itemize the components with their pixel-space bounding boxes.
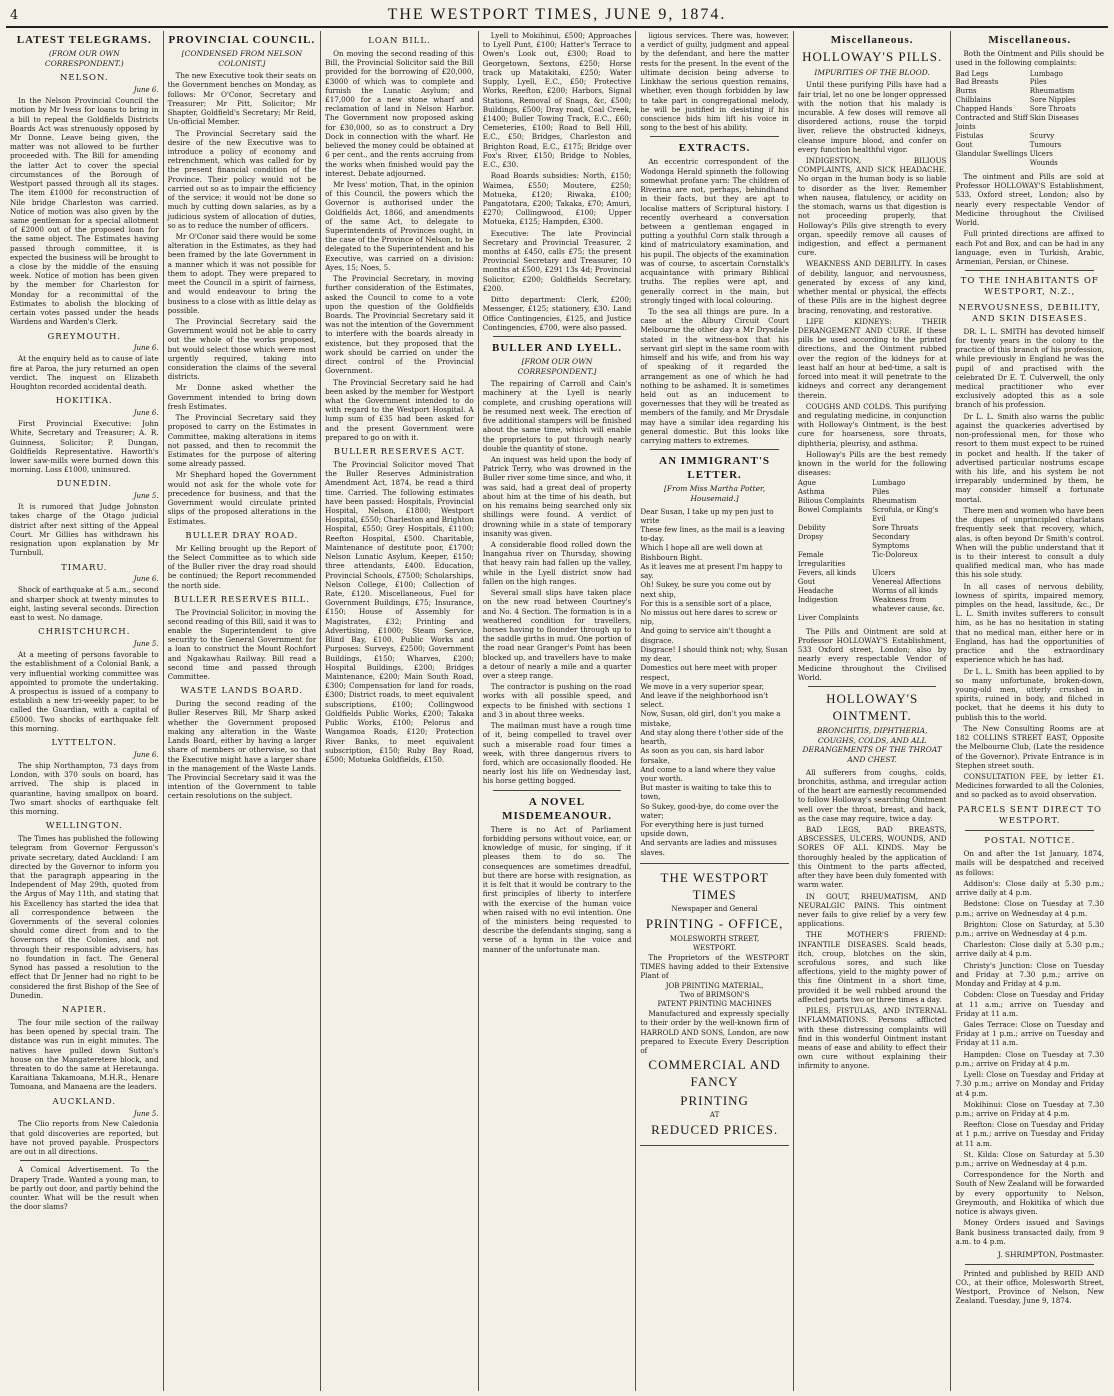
- paragraph: WEAKNESS AND DEBILITY. In cases of debility, languor, and nervousness, generated by excess of any kind, whether mental or physical, the effects of these Pills are in the highest degree bracing, renovating, and restorative.: [797, 259, 947, 315]
- paragraph: In the Nelson Provincial Council the motion by Mr Ivess for loans to bring in a bill to repeal the Goldfields Districts Boards Act was strenuously opposed by Mr Donne. Leave being given, the matter was not allowed to be further proceeded with. The Bill for amending the latter Act to cover the special circumstances of the Borough of Westport passed through all its stages. The item £1000 for reconstruction of Nile bridge Charleston was carried. Notice of motion was also given by the same gentleman for a special allotment of £2000 out of the proposed loan for the same object. The Estimates having passed through committee, it is expected the business will be brought to a close by the middle of the ensuing week. Notice of motion has been given by the member for Charleston for Monday for a recommittal of the Estimates to abolish the blocking of certain votes passed under the heads Wardens and Warden's Clerk.: [10, 96, 159, 327]
- postal-body: [955, 849, 1104, 1246]
- list-item: Tumours: [1029, 141, 1062, 150]
- article-body: [483, 825, 632, 954]
- article-body: [325, 49, 474, 442]
- list-item: Rheumatism: [872, 497, 917, 506]
- column-4: [479, 31, 637, 1391]
- list-item: Female Irregularities: [797, 551, 846, 569]
- poem-lines: [640, 507, 789, 857]
- paragraph: An eccentric correspondent of the Wodonga Herald spinneth the following somewhat profane yarn: The children of Riverina are not, perhaps, behindhand in their facts, but they are apt to localise matters of Scriptural history. I recently overheard a conversation between a gentleman engaged in putting a youthful Corn stalk through a kind of matriculatory examination, and his pupil. The objects of the examination was of course, to ascertain Cornstalk's acquaintance with primary Biblical truths. The replies were apt, and generally correct in the main, but strongly tinged with local colouring.: [640, 157, 789, 305]
- list-item: Chapped Hands: [955, 105, 1013, 114]
- column-1: [6, 31, 164, 1391]
- column-heading: Miscellaneous.: [830, 34, 914, 46]
- poem-line: As it leaves me at present I'm happy to say.: [640, 561, 783, 581]
- complaint-list: [955, 70, 1104, 168]
- disease-list: [798, 479, 947, 622]
- list-item: Sore Throats: [1029, 105, 1076, 114]
- paragraph: Mokihinui: Close on Tuesday at 7.30 p.m.; arrive on Friday at 4 p.m.: [955, 1099, 1105, 1118]
- list-item: Worms of all kinds: [872, 586, 938, 595]
- paragraph: Lyell to Mokihinui, £500; Approaches to Lyell Punt, £100; Hatter's Terrace to Owen's Look out, £300; Road to Georgetown, Sextons, £250; Horse track up Matakitaki, £250; Water Supply, Lyell, E.C., £50; Protective Works, Reefton, £200; Harbors, Signal Stations, Removal of Snags, &c, £500; Buildings, £500; Dray road, Coal Creek, £1400; Buller Towing Track, E.C., £60; Cemeteries, £100; Road to Bell Hill, E.C., £50; Bridges, Charleston and Brighton Road, E.C., £175; Bridge over Fox's River, £150; Bridge to Nobles, E.C., £30.: [482, 31, 632, 170]
- paragraph: Mr Kelling brought up the Report of the Select Committee as to which side of the Buller river the dray road should be continued; the Report recommended the north side.: [167, 543, 317, 590]
- ad-text: The Proprietors of the WESTPORT TIMES having added to their Extensive Plant of: [640, 952, 789, 981]
- paragraph: The Provincial Secretary said he had been asked by the member for Westport what the Government intended to do with regard to the Westport Hospital. A lump sum of £35 had been asked for and the present Government were prepared to go on with it.: [325, 377, 474, 442]
- sold-notice: The ointment and Pills are sold at Professor HOLLOWAY'S Establishment, 533, Oxford street, London; also by nearly every respectable Vendor of Medicine throughout the Civilised World.: [955, 172, 1105, 228]
- list-item: Piles: [1029, 78, 1047, 87]
- paragraph: There men and women who have been the dupes of unprincipled charlatans frequently seek that recovery, which, alas, is often beyond Dr Smith's control. When will the public understand that it is to their interest to consult a duly qualified medical man, who has made this his sole study.: [955, 505, 1105, 580]
- paragraph: At a meeting of persons favorable to the establishment of a Colonial Bank, a very influential working committee was appointed to promote the undertaking. A prospectus is issued of a company to establish a new tri-weekly paper, to be called the Guardian, with a capital of £5000. Two shocks of earthquake felt this morning.: [10, 650, 159, 733]
- ad-line: MOLESWORTH STREET,: [669, 934, 760, 943]
- section-heading: NELSON.: [59, 73, 109, 84]
- paragraph: During the second reading of the Buller Reserves Bill, Mr Sharp asked whether the Government proposed making any alteration in the Waste Lands Board, either by having a larger share of members or otherwise, so that the Executive might have a larger share in the management of the Waste Lands. The Provincial Secretary said it was the intention of the Government to table certain resolutions on the subject.: [167, 699, 317, 801]
- ad-line: AT: [709, 1111, 720, 1120]
- section-heading: EXTRACTS.: [678, 142, 751, 155]
- column-heading: LATEST TELEGRAMS.: [16, 34, 152, 46]
- paragraph: The mailman must have a rough time of it, being compelled to travel over such a miserable road four times a week, with three dangerous rivers to ford, which are occasionally flooded. He nearly lost his life on Wednesday last, his horse getting bogged.: [482, 721, 632, 786]
- list-item: Burns: [955, 87, 977, 96]
- poem-line: And stay along there t'other side of the hearth,: [640, 727, 784, 747]
- poem-line: These few lines, as the mail is a leaving to-day.: [640, 525, 785, 544]
- divider: [650, 136, 779, 137]
- column-7: [951, 31, 1108, 1391]
- dateline: June 6.: [133, 86, 159, 95]
- list-item: Secondary Symptoms: [872, 533, 910, 551]
- poem-line: For this is a sensible sort of a place,: [640, 598, 772, 608]
- poem-line: And going to service ain't thought a disgrace.: [640, 626, 772, 645]
- list-item: Asthma: [797, 488, 825, 497]
- section-heading: TIMARU.: [61, 562, 108, 573]
- poem-line: Which I hope all are well down at Bishbourn Bight.: [640, 543, 763, 562]
- paragraph: The ship Northampton, 73 days from London, with 370 souls on board, has arrived. The ship is placed in quarantine, having smallpox on board. Two smart shocks of earthquake felt this morning.: [10, 760, 159, 816]
- list-item: Contracted and Stiff Joints: [955, 114, 1028, 132]
- paragraph: The Provincial Secretary, in moving further consideration of the Estimates, asked the Council to come to a vote upon the question of the Goldfields Boards. The Provincial Secretary said it was not the intention of the Government to interfere with the boards already in existence, but they proposed that the work should be carried on under the direct control of the Provincial Government.: [325, 274, 474, 376]
- paragraph: To the sea all things are pure. In a case at the Albury Circuit Court Melbourne the other day a Mr Drysdale stated in the witness-box that his servant girl slept in the same room with himself and his wife, and from his way of speaking of it regarded the arrangement as one of which he had nothing to be ashamed. It is sometimes held out as an inducement to governesses that they will be treated as members of the family, and Mr Drysdale may have a similar idea regarding his general domestic. But this looks like carrying matters to extremes.: [640, 306, 789, 446]
- column-2: [164, 31, 322, 1391]
- ad-title: THE WESTPORT TIMES: [660, 869, 769, 902]
- paragraph: The Provincial Secretary said the desire of the new Executive was to introduce a policy of economy and retrenchment, which was called for by the present financial condition of the Province. Their policy would not be carried out so as to impair the efficiency of the service; it would not be done so much by cutting down salaries, as by a judicious system of allocation of duties, so as to reduce the number of officers.: [167, 128, 317, 230]
- paragraph: Road Boards subsidies: North, £150; Waimea, £550; Moutere, £250; Motueka, £120; Riwaka, £100; Pangatotara, £200; Takaka, £70; Amuri, £270; Collingwood, £100; Upper Motueka, £125; Hampden, £300.: [482, 171, 632, 227]
- poem-line: For everything here is just turned upside down,: [640, 820, 764, 839]
- list-item: Bowel Complaints: [797, 506, 863, 515]
- list-item: Glandular Swellings: [955, 150, 1028, 159]
- section-heading: WASTE LANDS BOARD.: [180, 686, 304, 697]
- ad-line: PATENT PRINTING MACHINES: [657, 1000, 772, 1009]
- poem-line: Oh! Sukey, be sure you come out by next ship,: [640, 580, 772, 599]
- paragraph: Mr Donne asked whether the Government intended to bring down fresh Estimates.: [167, 383, 317, 411]
- list-item: Bad Breasts: [955, 78, 999, 87]
- paragraph: The Provincial Secretary said the Government would not be able to carry out the whole of the works proposed, but would select those which were most urgently required, taking into consideration the claims of the several districts.: [167, 316, 317, 382]
- fee-notice: CONSULTATION FEE, by letter £1. Medicines forwarded to all the Colonies, and so packed as to avoid observation.: [955, 771, 1105, 800]
- paragraph: LIFE KIDNEYS: THEIR DERANGEMENT AND CURE. If these pills be used according to the printed directions, and the Ointment rubbed over the region of the kidneys for at least half an hour at bed-time, a salt is forced into meat it will penetrate to the kidneys and correct any derangement therein.: [797, 316, 947, 400]
- list-item: [955, 159, 1029, 168]
- columns: [6, 31, 1108, 1391]
- section-heading: HOKITIKA.: [55, 396, 113, 407]
- postal-title: POSTAL NOTICE.: [984, 836, 1076, 847]
- list-item: Bilious Complaints: [797, 497, 865, 506]
- paragraph: Mr O'Conor said there would be some alteration in the Estimates, as they had been framed by the late Government in a manner which it was not possible for them to adopt. They were prepared to meet the Council in a spirit of fairness, and would endeavour to bring the business to a close with as little delay as possible.: [167, 231, 317, 315]
- dateline: June 6.: [133, 344, 159, 353]
- section-heading: GREYMOUTH.: [47, 331, 122, 342]
- poem-line: Dear Susan, I take up my pen just to write: [640, 506, 774, 525]
- article-body: [483, 31, 632, 332]
- notice-subtitle: NERVOUSNESS, DEBILITY, AND SKIN DISEASES.: [958, 302, 1101, 324]
- directions-notice: Full printed directions are affixed to each Pot and Box, and can be had in any language, even in Turkish, Arabic, Armenian, Persian, or Chinese.: [955, 229, 1105, 266]
- paragraph: The contractor is pushing on the road works with all possible speed, and expects to be finished with sections 1 and 3 in about three weeks.: [482, 682, 632, 719]
- list-item: Scurvy: [1029, 132, 1055, 141]
- column-3: [321, 31, 479, 1391]
- paragraph: Charleston: Close daily at 5.30 p.m.; arrive daily at 4 p.m.: [955, 940, 1105, 959]
- list-item: Skin Diseases: [1029, 114, 1079, 123]
- poem-line: Now, Susan, old girl, don't you make a mistake,: [640, 709, 781, 728]
- printing-office-advertisement: [640, 863, 789, 1146]
- paragraph: Christy's Junction: Close on Tuesday and Friday at 7.30 p.m.; arrive on Monday and Friday at 4 p.m.: [955, 960, 1105, 989]
- poem-line: We move in a very superior spear,: [640, 681, 764, 691]
- paragraph: Hampden: Close on Tuesday at 7.30 p.m.; arrive on Friday at 4 p.m.: [955, 1049, 1105, 1068]
- paragraph: Ditto department: Clerk, £200; Messenger, £125; stationery, £30. Land Office Contingencies, £125, and Justice Contingencies, £700, were also passed.: [482, 295, 632, 332]
- column-heading: Miscellaneous.: [988, 34, 1072, 46]
- ad-text: Manufactured and expressly specially to their order by the well-known firm of HARROLD AND SONS, London, are now prepared to Execute Every Description of: [640, 1009, 789, 1056]
- poem-line: So Sukey, good-bye, do come over the water;: [640, 801, 779, 820]
- divider: [493, 790, 622, 791]
- ad-subtitle: BRONCHITIS, DIPHTHERIA, COUGHS, COLDS, AND ALL DERANGEMENTS OF THE THROAT AND CHEST.: [802, 726, 942, 765]
- paragraph: INDIGESTION, BILIOUS COMPLAINTS, AND SICK HEADACHE. No organ in the human body is so liable to disorder as the liver. Remember when nausea, flatulency, or acidity on the stomach, warns us that digestion is not proceeding properly, that Holloway's Pills give strength to every organ, speedily remove all causes of indigestion, and effect a permanent cure.: [797, 156, 947, 258]
- notice-title: TO THE INHABITANTS OF WESTPORT, N.Z.,: [960, 276, 1099, 298]
- paragraph: On moving the second reading of this Bill, the Provincial Solicitor said the Bill provided for the borrowing of £20,000, £3000 of which was to complete and furnish the Lunatic Asylum; and £17,000 for a new stone wharf and reclamation of land in Nelson Harbor. The Government now proposed asking for £30,000, so as to construct a Dry Dock in connection with the wharf. He believed the money could be obtained at 6 per cent., and the rents accruing from the works when finished would pay the interest. Debate adjourned.: [325, 48, 474, 178]
- paragraph: Cobden: Close on Tuesday and Friday at 11 a.m.; arrive on Tuesday and Friday at 11 a.m.: [955, 990, 1105, 1018]
- paragraph: In all cases of nervous debility, lowness of spirits, impaired memory, pimples on the head, lassitude, &c., Dr L. L. Smith invites sufferers to consult him, as he has no hesitation in stating that no medical man, either here or in England, has had the opportunities of practice and the extraordinary experience which he has had.: [955, 581, 1105, 665]
- list-item: Indigestion: [797, 595, 838, 604]
- paragraph: First Provincial Executive: John White, Secretary and Treasurer; A. R. Guinness, Solicitor; P. Dungan, Goldfields Representative. Haworth's lower saw-mills were burned down this morning. Loss £1000, uninsured.: [10, 419, 159, 475]
- list-item: Ulcers: [872, 569, 896, 578]
- paragraph: Shock of earthquake at 5 a.m., second and sharper shock at twenty minutes to eight, lasting several seconds. Direction east to west. No damage.: [10, 585, 159, 623]
- paragraph: Brighton: Close on Saturday, at 5.30 p.m.; arrive on Wednesday at 4 p.m.: [955, 919, 1105, 938]
- list-item: Dropsy: [797, 533, 824, 542]
- paragraph: An inquest was held upon the body of Patrick Terry, who was drowned in the Buller river some time since, and who, it was said, had a great deal of property about him at the time of his death, but on his remains being searched only six shillings were found. A verdict of drowning while in a state of temporary insanity was given.: [482, 455, 632, 538]
- article-body: [640, 31, 789, 132]
- paragraph: ligious services. There was, however, a verdict of guilty, judgment and appeal by the defendant, and here the matter rests for the present. In the event of the ultimate decision being adverse to Linkhaw the serious question remains, whether, even though forbidden by law to take part in congregational melody, he will be justified in desisting if his conscience bids him lift his voice in song to the best of his ability.: [640, 31, 789, 133]
- paragraph: Mr Ivess' motion, That, in the opinion of this Council, the powers which the Governor is authorised under the Goldfields Act, 1866, and amendments of the same Act, to delegate to Superintendents of Provinces ought, in the case of the Province of Nelson, to be delegated to the Superintendent and his Executive, was carried on a division: Ayes, 15; Noes, 5.: [325, 179, 474, 272]
- parcels-notice: PARCELS SENT DIRECT TO WESTPORT.: [957, 804, 1102, 826]
- article-body: [483, 379, 632, 785]
- paragraph: Mr Shephard hoped the Government would not ask for the whole vote for precedence for business, and that the Government would circulate printed slips of the proposed alterations in the Estimates.: [167, 470, 317, 526]
- list-item: Bad Legs: [955, 69, 989, 78]
- paragraph: At the enquiry held as to cause of late fire at Paroa, the jury returned an open verdict. The inquest on Elizabeth Houghton recorded accidental death.: [10, 354, 159, 392]
- dateline: June 5.: [133, 640, 159, 649]
- paragraph: BAD LEGS, BAD BREASTS, ABSCESSES, ULCERS, WOUNDS, AND SORES OF ALL KINDS. May be thoroughly healed by the application of this Ointment to the parts affected, after they have been duly fomented with warm water.: [797, 824, 947, 890]
- list-item: Venereal Affections: [872, 577, 941, 586]
- section-heading: DUNEDIN.: [56, 479, 112, 490]
- article-body: [798, 80, 947, 448]
- paragraph: All sufferers from coughs, colds, bronchitis, asthma, and irregular action of the heart are earnestly recommended to follow Holloway's searching Ointment well over the throat, breast, and back, as the case may require, twice a day.: [797, 767, 947, 823]
- masthead: [6, 4, 1108, 28]
- divider: [965, 270, 1094, 271]
- paragraph: Gales Terrace: Close on Tuesday and Friday at 1 p.m.; arrive on Tuesday and Friday at 11 a.m.: [955, 1019, 1105, 1048]
- sold-notice: The Pills and Ointment are sold at Professor HOLLOWAY'S Establishment, 533 Oxford street, London; also by nearly every respectable Vendor of Medicine throughout the Civilised World.: [797, 626, 947, 682]
- paragraph: The four mile section of the railway has been opened by special train. The distance was run in eight minutes. The natives have pulled down Sutton's house on the Mangateretere block, and threaten to do the same at Heretaunga. Karaitiana Takamoana, M.H.R., Henare Tomoana, and Manaena are the leaders.: [10, 1017, 159, 1092]
- paragraph: On and after the 1st January, 1874, mails will be despatched and received as follows:: [955, 849, 1105, 877]
- telegram-sections: [10, 73, 159, 1156]
- column-5: [636, 31, 794, 1391]
- poem-line: Disgrace! I should think not; why, Susan my dear,: [640, 644, 788, 664]
- imprint: Printed and published by REID AND CO., at their office, Molesworth Street, Westport, Province of Nelson, New Zealand. Tuesday, June 9, 1874.: [955, 1268, 1105, 1306]
- poem-line: And servants are ladies and missuses slaves.: [640, 838, 777, 857]
- paragraph: COUGHS AND COLDS. This purifying and regulating medicine, in conjunction with Holloway's Ointment, is the best cure for hoarseness, sore throats, diphtheria, pleurisy, and asthma.: [797, 401, 947, 448]
- dateline: June 6.: [133, 750, 159, 759]
- ad-title: HOLLOWAY'S OINTMENT.: [826, 691, 919, 723]
- section-heading: A NOVEL MISDEMEANOUR.: [502, 795, 612, 822]
- paragraph: A considerable flood rolled down the Inangahua river on Thursday, showing that heavy rain had fallen up the valley, while in the Lyell district snow had fallen on the high ranges.: [482, 539, 632, 586]
- article-body: [640, 157, 789, 445]
- section-heading: LOAN BILL.: [368, 36, 431, 46]
- list-item: Debility: [797, 524, 826, 533]
- poem-line: No missus out here dares to screw or nip,: [640, 608, 777, 627]
- divider: [965, 830, 1094, 831]
- divider: [808, 686, 937, 687]
- section-subheading: [From Miss Martha Potter, Housemaid.]: [664, 484, 766, 504]
- paragraph: Addison's: Close daily at 5.30 p.m.; arrive daily at 4 p.m.: [955, 878, 1105, 898]
- paragraph: THE MOTHER'S FRIEND: INFANTILE DISEASES. Scald heads, itch, croup, blotches on the skin, scrofulous sores, and such like affections, yield to the mighty power of this fine Ointment in a short time, provided it be well rubbed around the affected parts two or three times a day.: [797, 930, 947, 1004]
- paragraph: The repairing of Carroll and Cain's machinery at the Lyell is nearly complete, and crushing operations will be resumed next week. The erection of five additional stampers will be finished about the same time, which will enable the proprietors to put through nearly double the quantity of stone.: [482, 379, 632, 453]
- ad-line: Newspaper and General: [671, 905, 758, 914]
- column-heading: PROVINCIAL COUNCIL.: [168, 34, 316, 46]
- list-intro: Both the Ointment and Pills should be used in the following complaints:: [955, 49, 1105, 68]
- list-item: Sore Throats: [872, 524, 919, 533]
- section-heading: NAPIER.: [61, 1005, 107, 1015]
- paragraph: The Provincial Secretary said they proposed to carry on the Estimates in Committee, making alterations in items not passed, and then to recommit the Estimates for the purpose of altering some already passed.: [167, 413, 317, 469]
- section-heading: CHRISTCHURCH.: [38, 627, 131, 638]
- section-heading: WELLINGTON.: [45, 821, 123, 832]
- section-heading: LYTTELTON.: [51, 738, 118, 749]
- column-subheading: [CONDENSED FROM NELSON COLONIST.]: [181, 49, 303, 68]
- poem-line: Domestics out here meet with proper respect,: [640, 663, 777, 682]
- paragraph: The Provincial Solicitor, in moving the second reading of this Bill, said it was to enable the Superintendent to give security to the General Government for a loan to construct the Mount Rochfort and Ngakawhau Railway. Bill read a second time and passed through Committee.: [167, 607, 317, 682]
- divider: [20, 1160, 149, 1161]
- ad-line: REDUCED PRICES.: [651, 1122, 779, 1138]
- paragraph: Dr L. L. Smith also warns the public against the quackeries advertised by non-professional men, for those who resort to them must expect to be ruined in pocket and health. If the taker of advertised particular nostrums escape with his life, and his system be not irreparably undermined by them, he may consider himself a fortunate mortal.: [955, 411, 1105, 504]
- list-item: Liver Complaints: [797, 613, 859, 622]
- list-item: Fistulas: [955, 132, 984, 141]
- column-subheading: (FROM OUR OWN CORRESPONDENT.): [44, 49, 124, 68]
- list-item: Tic-Doloreux: [872, 551, 918, 560]
- list-item: Ague: [797, 479, 817, 488]
- poem-line: As soon as you can, sis hard labor forsake,: [640, 746, 764, 765]
- list-item: Scrofula, or King's Evil: [872, 506, 939, 524]
- ad-line: PRINTING - OFFICE,: [645, 916, 784, 932]
- list-item: Sore Nipples: [1029, 96, 1076, 105]
- paragraph: St. Kilda: Close on Saturday at 5.30 p.m.; arrive on Wednesday at 4 p.m.: [955, 1149, 1105, 1169]
- list-item: Lumbago: [1029, 69, 1063, 78]
- list-item: Headache: [797, 586, 834, 595]
- dateline: June 6.: [133, 409, 159, 418]
- ad-line: Two of BRIMSON'S: [679, 991, 750, 1000]
- section-heading: BULLER AND LYELL.: [492, 342, 623, 354]
- paragraph: Dr L. L. Smith has been applied to by so many unfortunate, broken-down, young-old men, utterly crushed in spirits, ruined in body, and filched in pocket, that he deems it his duty to publish this to the world.: [955, 666, 1105, 722]
- poem-line: And come to a land where they value your worth.: [640, 764, 776, 783]
- ad-line: PRINTING: [680, 1092, 749, 1108]
- paragraph: The Clio reports from New Caledonia that gold discoveries are reported, but have not proved payable. Prospectors are out in all directions.: [10, 1119, 159, 1157]
- paragraph: IN GOUT, RHEUMATISM, AND NEURALGIC PAINS. This ointment never fails to give relief by a very few applications.: [797, 891, 947, 929]
- ad-line: JOB PRINTING MATERIAL,: [665, 982, 764, 991]
- list-item: [872, 614, 946, 623]
- list-item: Ulcers: [1029, 150, 1053, 159]
- page-number: 4: [10, 7, 19, 23]
- paragraph: The new Executive took their seats on the Government benches on Monday, as follows: Mr O'Conor, Secretary and Treasurer; Mr Pitt, Solicitor; Mr Shapter, Goldfield's Secretary; Mr Reid, Un-official Member.: [167, 71, 317, 127]
- section-heading: BULLER RESERVES BILL.: [173, 594, 310, 605]
- poem-line: And leave if the neighborhood isn't select.: [640, 690, 769, 710]
- dateline: June 6.: [133, 575, 159, 584]
- list-item: Lumbago: [872, 479, 906, 488]
- paragraph: The Provincial Solicitor moved That the Buller Reserves Administration Amendment Act, 1874, be read a third time. Carried. The following estimates have been passed: Hospitals, Provincial Hospital, Nelson, £1800; Westport Hospital, £550; Charleston and Brighton Hospital, £550; Grey Hospitals, £1100; Reefton Hospital, £500. Charitable, Maintenance of destitute poor, £1700; Nelson Lunatic Asylum, Keeper, £150; three attendants, £400. Education, Provincial Schools, £7500; Scholarships, Nelson College, £100; Collection of Rate, £120. Miscellaneous, Fuel for Government Buildings, £75; Insurance, £150; House of Assembly for Magistrates, £32; Printing and Advertising, £1000; Steam Service, Blind Bay, £100. Public Works and Purposes: Surveys, £2500; Government Buildings, £150; Wharves, £200; Hospital Buildings, £200; Bridges Maintenance, £200; Main South Road, £300; Compensation for land for roads, £300; District roads, to meet equivalent subscriptions, £100; Collingwood Goldfields Public Works, £200; Takaka Public Works, £100; Pelorus and Wangamoa Roads, £120; Protection River Banks, to meet equivalent subscription, £150; Ruby Bay Road, £500; Motueka Goldfields, £150.: [325, 459, 474, 764]
- postmaster-signature: J. SHRIMPTON, Postmaster.: [997, 1250, 1105, 1259]
- list-item: Rheumatism: [1029, 87, 1075, 96]
- rooms-notice: The New Consulting Rooms are at 182 COLLINS STREET EAST, Opposite the Melbourne Club, (Late the residence of the Governor). Private Entrance is in Stephen street south.: [955, 723, 1105, 770]
- paragraph: Correspondence for the North and South of New Zealand will be forwarded by every opportunity to Nelson, Greymouth, and Hokitika of which due notice is always given.: [955, 1170, 1105, 1217]
- closing-paragraph: A Comical Advertisement. To the Drapery Trade. Wanted a young man, to be partly out door, and partly behind the counter. What will be the result when the door slams?: [10, 1165, 159, 1212]
- paragraph: Executive: The late Provincial Secretary and Provincial Treasurer, 2 months at £450, calls £75; the present Provincial Secretary and Treasurer, 10 months at £500, £291 13s 4d; Provincial Solicitor, £200; Goldfields Secretary, £200.: [482, 228, 632, 293]
- article-sections: [168, 531, 317, 801]
- list-item: Gout: [797, 577, 816, 586]
- paragraph: Bedstone: Close on Tuesday at 7.30 p.m.; arrive on Wednesday at 4 p.m.: [955, 899, 1105, 918]
- list-item: Chilblains: [955, 96, 992, 105]
- paragraph: Money Orders issued and Savings Bank business transacted daily, from 9 a.m. to 4 p.m.: [955, 1218, 1105, 1246]
- section-heading: BULLER DRAY ROAD.: [185, 530, 299, 541]
- list-item: Gout: [955, 141, 973, 150]
- paragraph: It is rumored that Judge Johnston takes charge of the Otago judicial district after next sitting of the Appeal Court. Mr Gillies has withdrawn his resignation upon explanation by Mr Turnbull.: [10, 502, 159, 558]
- article-body: [955, 327, 1104, 722]
- paragraph: Reefton: Close on Tuesday and Friday at 1 p.m.; arrive on Tuesday and Friday at 11 a.m.: [955, 1120, 1105, 1148]
- divider: [493, 336, 622, 337]
- paragraph: PILES, FISTULAS, AND INTERNAL INFLAMMATIONS. Persons afflicted with these distressing complaints will find in this wonderful Ointment instant means of ease and ability to effect their own cure without explaining their infirmity to anyone.: [797, 1006, 947, 1071]
- section-heading: AUCKLAND.: [52, 1096, 117, 1107]
- ad-line: COMMERCIAL AND FANCY: [648, 1057, 781, 1089]
- paragraph: DR. L. L. SMITH has devoted himself for twenty years in the colony to the practice of this branch of his profession, while previously in England he was the pupil of and practised with the celebrated Dr E. T. Culverwell, the only medical practitioner who ever exclusively adopted this as a sole branch of his profession.: [955, 326, 1105, 410]
- divider: [965, 1264, 1094, 1265]
- paragraph: Lyell: Close on Tuesday and Friday at 7.30 p.m.; arrive on Monday and Friday at 4 p.m.: [955, 1070, 1105, 1098]
- paragraph: The Times has published the following telegram from Governor Fergusson's private secretary, dated Auckland: I am directed by the Governor to inform you that the paragraph appearing in the Independent of May 29th, quoted from the Argus of May 11th, and stating that his Excellency has started the idea that all correspondence between the Governments of the several colonies should come direct from and to the Governors of the Colonies, and not through their responsible advisers, has no foundation in fact. The General Synod has passed a resolution to the effect that Dr Jenner had no right to be considered the first Bishop of the See of Dunedin.: [10, 834, 159, 1000]
- newspaper-title: THE WESTPORT TIMES, JUNE 9, 1874.: [387, 6, 727, 23]
- ad-line: WESTPORT.: [692, 943, 737, 952]
- article-body: [798, 768, 947, 1071]
- list-item: Wounds: [1029, 159, 1058, 168]
- list-item: Weakness from whatever cause, &c.: [872, 595, 945, 613]
- paragraph: Until these purifying Pills have had a fair trial, let no one be longer oppressed with the notion that his malady is incurable. A few doses will remove all disordered actions, rouse the torpid liver, relieve the obstructed kidneys, cleanse impure blood, and confer on every function healthful vigor.: [797, 80, 947, 154]
- poem-line: But master is waiting to take this to town,: [640, 783, 772, 802]
- paragraph: There is no Act of Parliament forbidding persons without voice, ear, or knowledge of music, for singing, if it pleases them to do so. The consequences are sometimes dreadful, but there are horse with resignation, as it is felt that it would be contrary to the first principles of liberty to interfere with the exercise of the human voice when raised with no evil intention. One of the ministers being requested to describe the defendants singing, sang a verse of a hymn in the voice and manner of the unfortunate man.: [482, 824, 632, 954]
- ad-title: HOLLOWAY'S PILLS.: [802, 49, 943, 65]
- section-subheading: [FROM OUR OWN CORRESPONDENT.]: [517, 357, 597, 376]
- ad-subtitle: IMPURITIES OF THE BLOOD.: [814, 67, 930, 77]
- list-item: Fevers, all kinds: [797, 569, 856, 578]
- section-heading: AN IMMIGRANT'S LETTER.: [659, 455, 771, 482]
- list-item: Piles: [872, 488, 890, 497]
- divider: [650, 449, 779, 450]
- column-6: [794, 31, 952, 1391]
- article-body: [168, 71, 317, 526]
- dateline: June 5.: [133, 492, 159, 501]
- dateline: June 5.: [133, 1109, 159, 1118]
- paragraph: Several small slips have taken place on the new road between Courtney's and No. 4 Section. The formation is in a weathered condition for travellers, horses having to flounder through up to the saddle girths in mud. One portion of the road near Granger's Point has been blocked up, and travellers have to make a detour of nearly a mile and a quarter over a steep range.: [482, 588, 632, 681]
- list-intro: Holloway's Pills are the best remedy known in the world for the following diseases:: [797, 449, 947, 478]
- article-sections: [325, 447, 474, 764]
- section-heading: BULLER RESERVES ACT.: [333, 447, 466, 458]
